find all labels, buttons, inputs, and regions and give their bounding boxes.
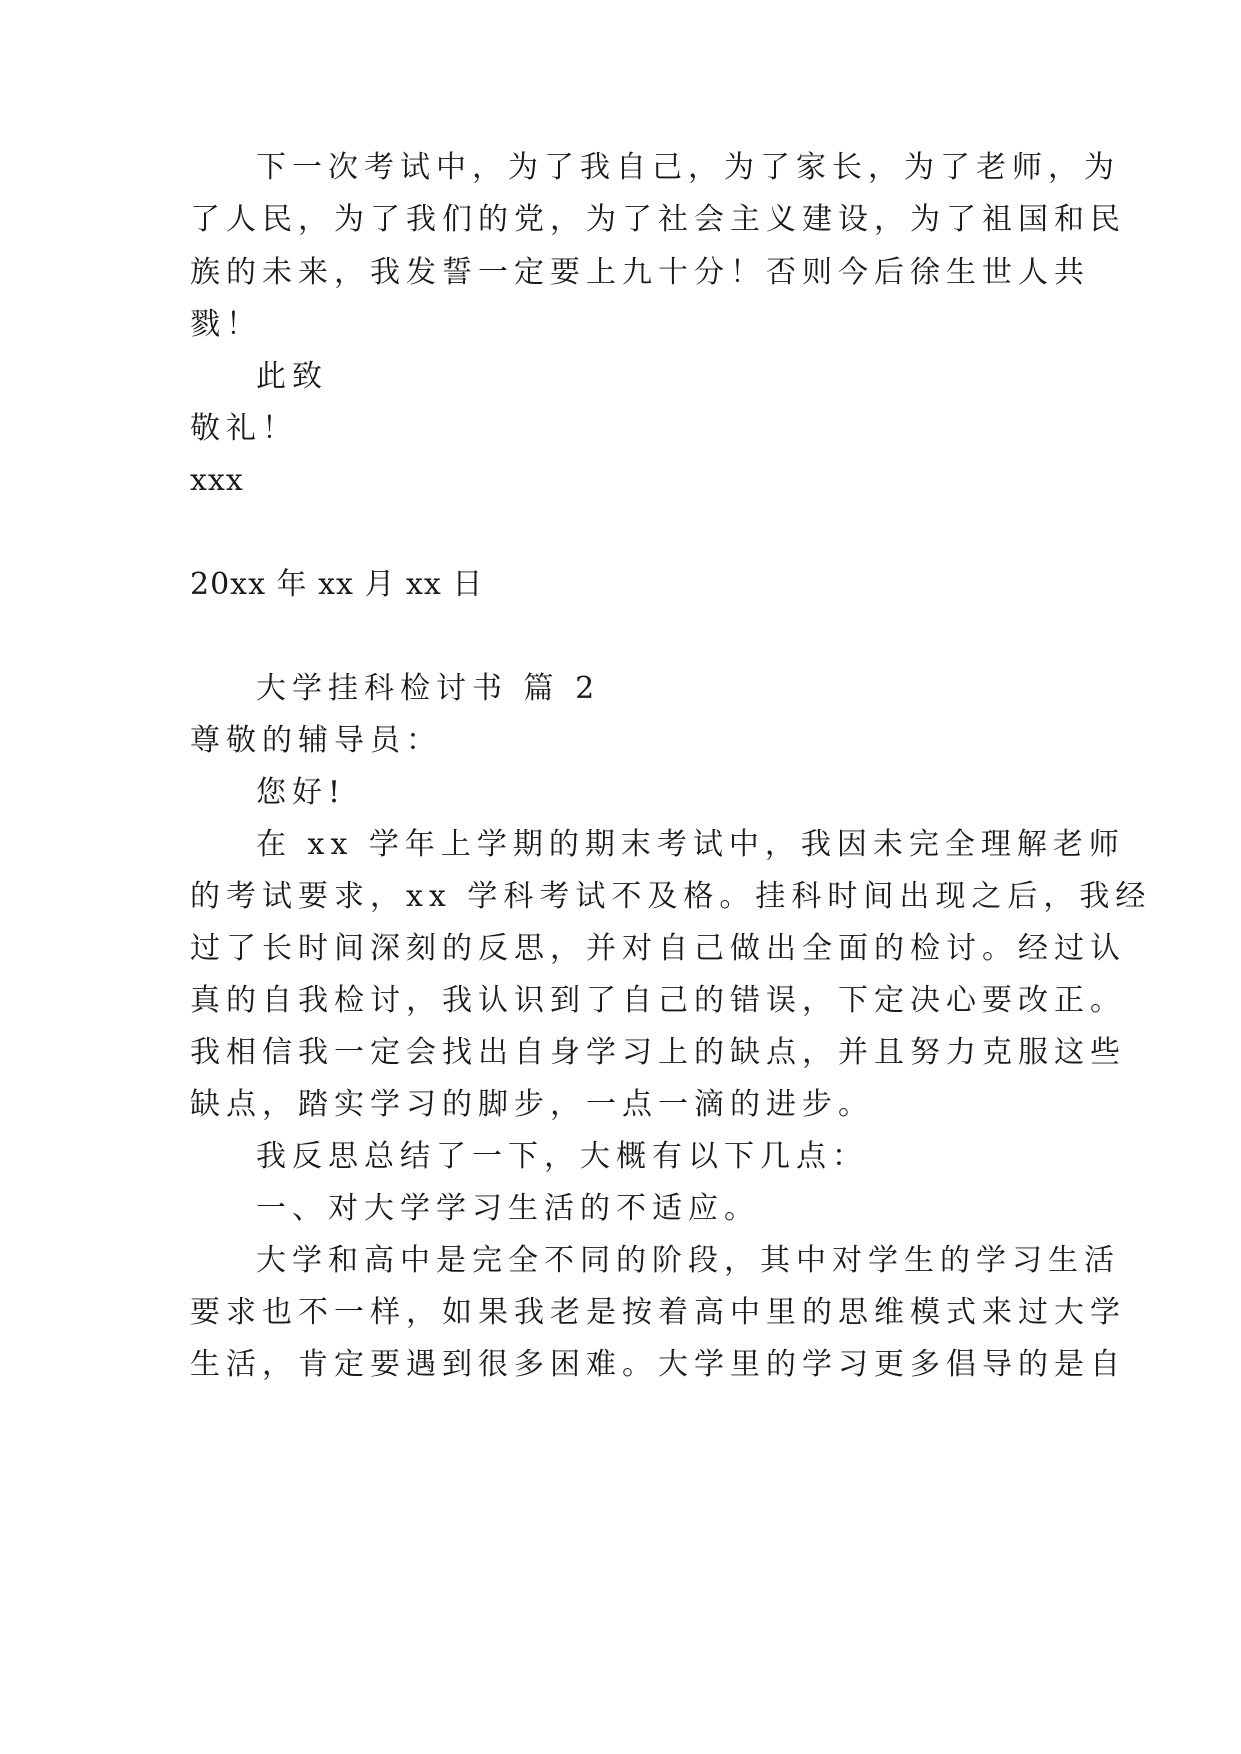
paragraph-line: 了人民，为了我们的党，为了社会主义建设，为了祖国和民 [190,202,1126,237]
paragraph-line: 戮！ [190,307,262,342]
section-title: 大学挂科检讨书 篇 2 [256,671,601,706]
paragraph-line: 真的自我检讨，我认识到了自己的错误，下定决心要改正。 [190,983,1126,1018]
greeting: 您好! [256,775,347,810]
list-heading: 一、对大学学习生活的不适应。 [256,1191,760,1226]
salutation: 敬礼！ [190,411,298,446]
greeting-addressee: 尊敬的辅导员： [190,723,442,758]
closing-phrase: 此致 [256,359,328,394]
paragraph-line: 我反思总结了一下，大概有以下几点： [256,1139,868,1174]
paragraph-line: 要求也不一样，如果我老是按着高中里的思维模式来过大学 [190,1295,1126,1330]
paragraph-line: 族的未来，我发誓一定要上九十分！否则今后徐生世人共 [190,255,1090,290]
paragraph-line: 缺点，踏实学习的脚步，一点一滴的进步。 [190,1087,874,1122]
paragraph-line: 下一次考试中，为了我自己，为了家长，为了老师，为 [256,150,1120,185]
paragraph-line: 过了长时间深刻的反思，并对自己做出全面的检讨。经过认 [190,931,1126,966]
paragraph-line: 我相信我一定会找出自身学习上的缺点，并且努力克服这些 [190,1035,1126,1070]
paragraph-line: 在 xx 学年上学期的期末考试中，我因未完全理解老师 [256,827,1125,862]
paragraph-line: 大学和高中是完全不同的阶段，其中对学生的学习生活 [256,1243,1120,1278]
signature-date: 20xx 年 xx 月 xx 日 [190,567,484,602]
paragraph-line: 生活，肯定要遇到很多困难。大学里的学习更多倡导的是自 [190,1347,1126,1382]
paragraph-line: 的考试要求，xx 学科考试不及格。挂科时间出现之后，我经 [190,879,1152,914]
signature-name: xxx [190,463,244,498]
